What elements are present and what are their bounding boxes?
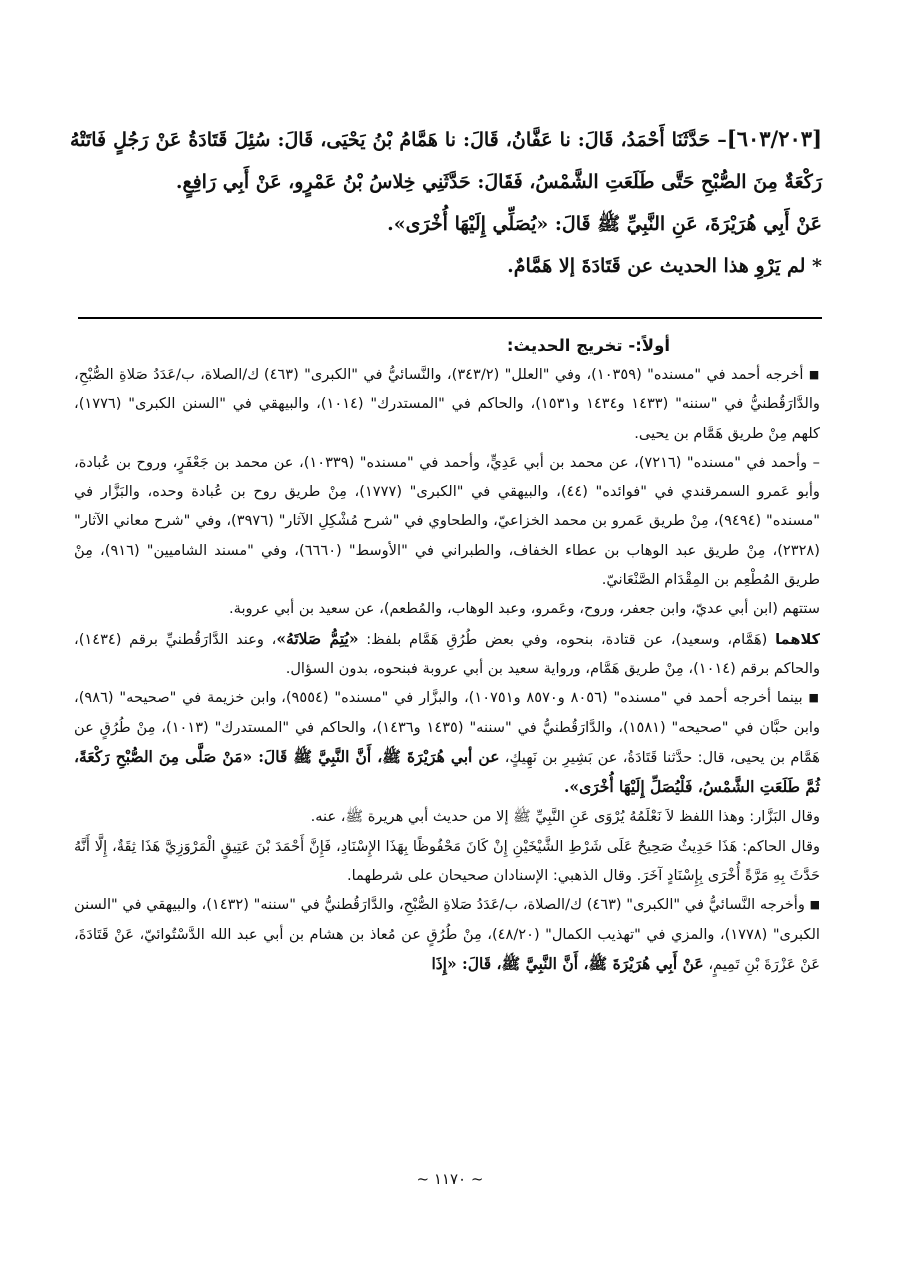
paragraph-1: [74, 360, 820, 448]
hadith-matn: عَنْ أَبِي هُرَيْرَةَ، عَنِ النَّبِيِّ ﷺ قَالَ: «يُصَلِّي إِلَيْهَا أُخْرَى».: [387, 213, 822, 235]
paragraph-1-text: أخرجه أحمد في "مسنده" (١٠٣٥٩)، وفي "العلل" (٣٤٣/٢)، والنَّسائيُّ في "الكبرى" (٤٦٣) ك/الصلاة، ب/عَدَدُ صَلاةِ الصُّبْحِ، والدَّارَقُطنيُّ في "سننه" (١٤٣٣ و١٤٣٤ و١٥٣١)، والحاكم في "المستدرك" (١٠١٤)، والبيهقي في "السنن الكبرى" (١٧٧٦)، كلهم مِنْ طريق هَمَّام بن يحيى.: [74, 366, 820, 442]
paragraph-5-text: بينما أخرجه أحمد في "مسنده" (٨٠٥٦ و٨٥٧٠ و١٠٧٥١)، والبزَّار في "مسنده" (٩٥٥٤)، وابن خزيمة في "صحيحه" (٩٨٦)، وابن حبَّان في "صحيحه" (١٥٨١)، والدَّارَقُطنيُّ في "سننه" (١٤٣٥ و١٤٣٦)، والحاكم في "المستدرك" (١٠١٣)، مِنْ طُرُقٍ عن هَمَّام بن يحيى، قال: حدَّثنا قَتَادَةُ، عن بَشِيرِ بن نَهِيكٍ،: [74, 689, 821, 766]
paragraph-4-text-b: ، وعند الدَّارَقُطنيِّ برقم (١٤٣٤)، والحاكم برقم (١٠١٤)، مِنْ طريق هَمَّام، ورواية سعيد بن أبي عروبة فبنحوه، بدون السؤال.: [74, 630, 820, 677]
square-bullet-icon: ■: [809, 898, 821, 912]
paragraph-4-quote: «يُتِمُّ صَلاتَهُ»: [276, 628, 359, 648]
paragraph-5: [74, 683, 820, 802]
paragraph-4-label: كلاهما: [775, 630, 821, 648]
page-number: ~ ١١٧٠ ~: [416, 1170, 484, 1188]
square-bullet-icon: ■: [808, 368, 820, 381]
hadith-isnad-text: – حَدَّثَنَا أَحْمَدُ، قَالَ: نا عَفَّانُ، قَالَ: نا هَمَّامُ بْنُ يَحْيَى، قَالَ: سُئِلَ قَتَادَةُ عَنْ رَجُلٍ فَاتَتْهُ رَكْعَةٌ مِنَ الصُّبْحِ حَتَّى طَلَعَتِ الشَّمْسُ، فَقَالَ: حَدَّثَنِي خِلاسُ بْنُ عَمْرٍو، عَنْ أَبِي رَافِعٍ.: [70, 129, 822, 193]
square-bullet-icon: ■: [808, 691, 820, 705]
hadith-note: * لم يَرْوِ هذا الحديث عن قَتَادَةَ إلا هَمَّامٌ.: [507, 255, 822, 277]
section-divider: [78, 317, 822, 319]
hadith-isnad: [70, 118, 822, 203]
paragraph-3: ستتهم (ابن أبي عديّ، وابن جعفر، وروح، وعَمرو، وعبد الوهاب، والمُطعم)، عن سعيد بن أبي عروبة.: [228, 600, 820, 618]
hadith-number: [٦٠٣/٢٠٣]: [726, 126, 822, 151]
paragraph-4-text-a: (هَمَّام، وسعيد)، عن قتادة، بنحوه، وفي بعض طُرُقِ هَمَّام بلفظ:: [366, 630, 768, 648]
paragraph-8-text: وأخرجه النَّسائيُّ في "الكبرى" (٤٦٣) ك/الصلاة، ب/عَدَدُ صَلاةِ الصُّبْحِ، والدَّارَقُطنيُّ في "سننه" (١٤٣٢)، والبيهقي في "السنن الكبرى" (١٧٧٨)، والمزي في "تهذيب الكمال" (٤٨/٢٠)، مِنْ طُرُقٍ عن مُعاذ بن هشام بن أبي عبد الله الدَّسْتُوائيّ، عَنْ قَتَادَةَ، عَنْ عَزْرَةَ بْنِ تَمِيمٍ،: [74, 896, 820, 973]
paragraph-8: [74, 890, 820, 979]
paragraph-2: – وأحمد في "مسنده" (٧٢١٦)، عن محمد بن أبي عَدِيٍّ، وأحمد في "مسنده" (١٠٣٣٩)، عن محمد بن جَعْفَرٍ، وروح بن عُبادة، وأبو عَمرو السمرقندي في "فوائده" (٤٤)، والبيهقي في "الكبرى" (١٧٧٧)، مِنْ طريق روح بن عُبادة وحده، والبَزَّار في "مسنده" (٩٤٩٤)، مِنْ طريق عَمرو بن محمد الخزاعيّ، والطحاوي في "شرح مُشْكِلِ الآثار" (٣٩٧٦)، وفي "شرح معاني الآثار" (٢٣٢٨)، مِنْ طريق عبد الوهاب بن عطاء الخفاف، والطبراني في "الأوسط" (٦٦٦٠)، وفي "مسند الشاميين" (٩١٦)، مِنْ طريق المُطْعِم بن المِقْدَام الصَّنْعَانيّ.: [74, 453, 820, 589]
paragraph-6: وقال البَزَّار: وهذا اللفظ لاَ نَعْلَمُهُ يُرْوَى عَنِ النَّبِيِّ ﷺ إلا من حديث أبي هريرة ﷺ، عنه.: [310, 808, 820, 826]
paragraph-4: [74, 624, 820, 684]
takhrij-section: [74, 332, 820, 979]
hadith-block: [70, 118, 822, 287]
paragraph-5-quote: عن أبي هُرَيْرَةَ ﷺ، أَنَّ النَّبِيَّ ﷺ قَالَ: «مَنْ صَلَّى مِنَ الصُّبْحِ رَكْعَةً، ثُمَّ طَلَعَتِ الشَّمْسُ، فَلْيُصَلِّ إِلَيْهَا أُخْرَى».: [74, 746, 820, 797]
paragraph-8-quote: عَنْ أَبِي هُرَيْرَةَ ﷺ، أَنَّ النَّبِيَّ ﷺ، قَالَ: «إِذَا: [431, 953, 704, 973]
paragraph-7: وقال الحاكم: هَذَا حَدِيثٌ صَحِيحٌ عَلَى شَرْطِ الشَّيْخَيْنِ إِنْ كَانَ مَحْفُوظًا بِهَذَا الإِسْنَادِ، فَإِنَّ أَحْمَدَ بْنَ عَتِيقٍ الْمَرْوَزِيَّ هَذَا ثِقَةٌ، إِلَّا أَنَّهُ حَدَّثَ بِهِ مَرَّةً أُخْرَى بِإِسْنَادٍ آخَرَ. وقال الذهبي: الإسنادان صحيحان على شرطهما.: [74, 837, 820, 885]
section-heading: أولاً:- تخريج الحديث:: [506, 336, 670, 355]
